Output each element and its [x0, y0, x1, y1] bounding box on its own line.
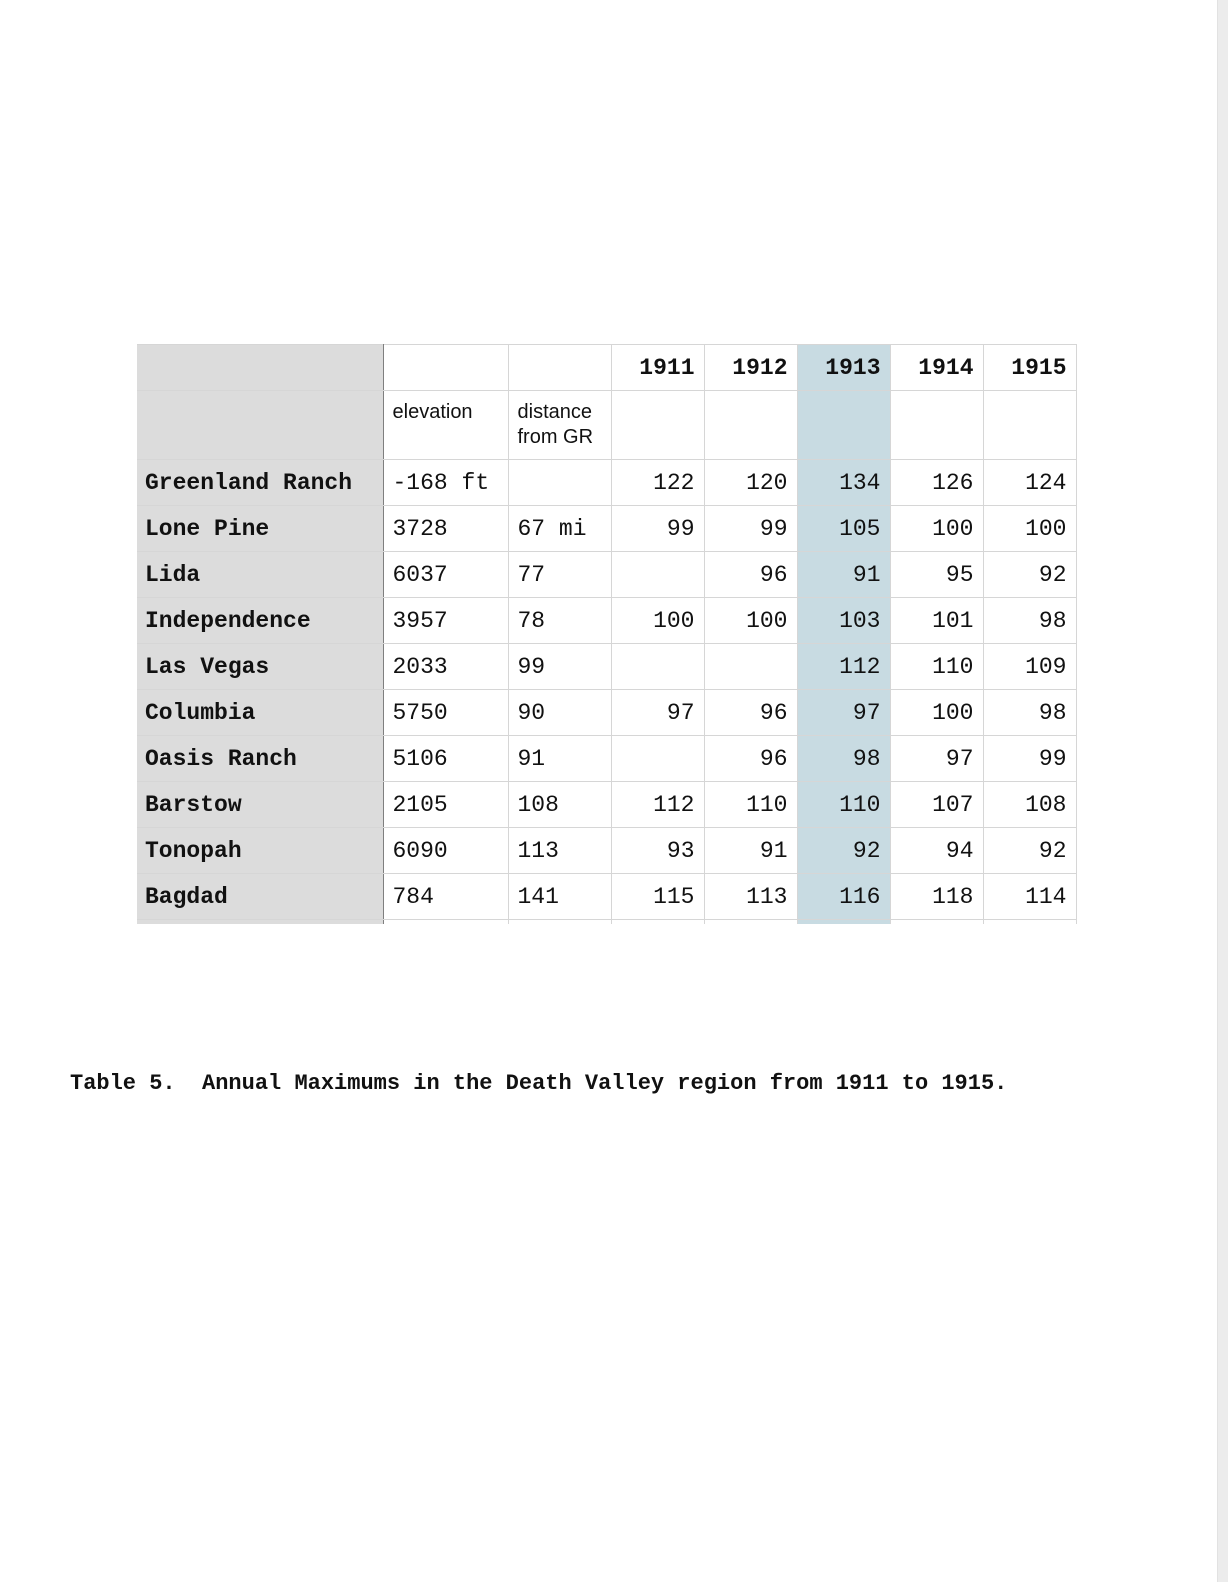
max-temp-1914: 110 — [890, 644, 983, 690]
table-row — [137, 506, 1076, 552]
max-temp-1911 — [611, 736, 704, 782]
table-row — [137, 874, 1076, 920]
distance-cell — [508, 460, 611, 506]
station-name: Barstow — [137, 782, 383, 828]
table-row — [137, 644, 1076, 690]
elevation-cell: 3728 — [383, 506, 508, 552]
max-temp-1914: 101 — [890, 598, 983, 644]
max-temp-1915: 124 — [983, 460, 1076, 506]
max-temp-1913: 105 — [797, 506, 890, 552]
max-temp-1911: 122 — [611, 460, 704, 506]
max-temp-1912: 110 — [704, 782, 797, 828]
max-temp-1911: 97 — [611, 690, 704, 736]
max-temp-1913: 103 — [797, 598, 890, 644]
station-name: Lone Pine — [137, 506, 383, 552]
station-name: Oasis Ranch — [137, 736, 383, 782]
elevation-cell: 2033 — [383, 644, 508, 690]
station-name: Tonopah — [137, 828, 383, 874]
max-temp-1915: 99 — [983, 736, 1076, 782]
station-name: Lida — [137, 552, 383, 598]
elevation-cell: 6090 — [383, 828, 508, 874]
max-temp-1912: 113 — [704, 874, 797, 920]
table-row — [137, 690, 1076, 736]
max-temp-1914: 97 — [890, 736, 983, 782]
elevation-header-cell — [383, 391, 508, 460]
distance-cell: 141 — [508, 874, 611, 920]
elevation-cell: 784 — [383, 874, 508, 920]
distance-header-line1: distance — [517, 401, 592, 423]
elevation-cell: -168 ft — [383, 460, 508, 506]
max-temp-1911: 100 — [611, 598, 704, 644]
subheader-label-blank — [137, 391, 383, 460]
max-temp-1913: 116 — [797, 874, 890, 920]
year-header-1911: 1911 — [611, 345, 704, 391]
max-temp-1911: 112 — [611, 782, 704, 828]
max-temp-1911 — [611, 644, 704, 690]
max-temp-1913: 134 — [797, 460, 890, 506]
max-temp-1911: 99 — [611, 506, 704, 552]
max-temp-1911: 93 — [611, 828, 704, 874]
tail-cell — [137, 920, 383, 924]
max-temp-1914: 107 — [890, 782, 983, 828]
max-temp-1915: 98 — [983, 598, 1076, 644]
elevation-header: elevation — [392, 401, 473, 423]
max-temp-1914: 100 — [890, 506, 983, 552]
distance-cell: 90 — [508, 690, 611, 736]
table-row — [137, 460, 1076, 506]
table-row — [137, 782, 1076, 828]
max-temp-1915: 92 — [983, 828, 1076, 874]
year-header-1914: 1914 — [890, 345, 983, 391]
distance-cell: 99 — [508, 644, 611, 690]
max-temp-1913: 97 — [797, 690, 890, 736]
caption-label: Table 5. — [70, 1071, 176, 1096]
year-header-1912: 1912 — [704, 345, 797, 391]
distance-header-line2: from GR — [517, 426, 594, 448]
max-temp-1912: 91 — [704, 828, 797, 874]
distance-cell: 77 — [508, 552, 611, 598]
distance-cell: 113 — [508, 828, 611, 874]
max-temp-1911 — [611, 552, 704, 598]
max-temp-1912: 120 — [704, 460, 797, 506]
year-header-1915: 1915 — [983, 345, 1076, 391]
table-body — [137, 345, 1076, 924]
max-temp-1914: 100 — [890, 690, 983, 736]
max-temp-1914: 94 — [890, 828, 983, 874]
tail-cell — [704, 920, 797, 924]
tail-cell — [890, 920, 983, 924]
max-temp-1912 — [704, 644, 797, 690]
year-header-1913: 1913 — [797, 345, 890, 391]
year-header-row — [137, 345, 1076, 391]
max-temp-1915: 109 — [983, 644, 1076, 690]
tail-cell — [508, 920, 611, 924]
header-cell-elevation-blank — [383, 345, 508, 391]
station-name: Las Vegas — [137, 644, 383, 690]
max-temp-1912: 96 — [704, 690, 797, 736]
max-temp-1915: 98 — [983, 690, 1076, 736]
elevation-cell: 5106 — [383, 736, 508, 782]
max-temp-1912: 99 — [704, 506, 797, 552]
elevation-cell: 6037 — [383, 552, 508, 598]
max-temp-1911: 115 — [611, 874, 704, 920]
max-temp-1914: 126 — [890, 460, 983, 506]
max-temp-1912: 96 — [704, 552, 797, 598]
table-caption — [70, 1071, 1007, 1096]
distance-header-cell — [508, 391, 611, 460]
max-temp-1914: 95 — [890, 552, 983, 598]
max-temp-1913: 98 — [797, 736, 890, 782]
subheader-blank-1914 — [890, 391, 983, 460]
elevation-cell: 3957 — [383, 598, 508, 644]
max-temp-1912: 96 — [704, 736, 797, 782]
max-temp-1914: 118 — [890, 874, 983, 920]
elevation-cell: 5750 — [383, 690, 508, 736]
station-name: Independence — [137, 598, 383, 644]
max-temp-1913: 92 — [797, 828, 890, 874]
station-name: Columbia — [137, 690, 383, 736]
elevation-cell: 2105 — [383, 782, 508, 828]
tail-cell — [797, 920, 890, 924]
max-temp-1915: 114 — [983, 874, 1076, 920]
max-temp-1913: 110 — [797, 782, 890, 828]
subheader-blank-1911 — [611, 391, 704, 460]
subheader-blank-1915 — [983, 391, 1076, 460]
station-name: Bagdad — [137, 874, 383, 920]
tail-cell — [611, 920, 704, 924]
distance-header — [518, 391, 611, 450]
tail-cell — [383, 920, 508, 924]
max-temp-1915: 92 — [983, 552, 1076, 598]
caption-text: Annual Maximums in the Death Valley region from 1911 to 1915. — [202, 1071, 1008, 1096]
max-temp-1913: 112 — [797, 644, 890, 690]
subheader-blank-1912 — [704, 391, 797, 460]
table-tail — [137, 920, 1076, 924]
subheader-blank-1913 — [797, 391, 890, 460]
page-edge-scrollbar — [1217, 0, 1228, 1582]
table-row — [137, 828, 1076, 874]
max-temp-1913: 91 — [797, 552, 890, 598]
distance-cell: 108 — [508, 782, 611, 828]
tail-cell — [983, 920, 1076, 924]
table-row — [137, 736, 1076, 782]
distance-cell: 78 — [508, 598, 611, 644]
subheader-row — [137, 391, 1076, 460]
max-temp-1915: 108 — [983, 782, 1076, 828]
table-row — [137, 598, 1076, 644]
maximums-table — [137, 344, 1077, 924]
station-name: Greenland Ranch — [137, 460, 383, 506]
table-row — [137, 552, 1076, 598]
corner-cell — [137, 345, 383, 391]
max-temp-1912: 100 — [704, 598, 797, 644]
distance-cell: 91 — [508, 736, 611, 782]
max-temp-1915: 100 — [983, 506, 1076, 552]
header-cell-distance-blank — [508, 345, 611, 391]
distance-cell: 67 mi — [508, 506, 611, 552]
